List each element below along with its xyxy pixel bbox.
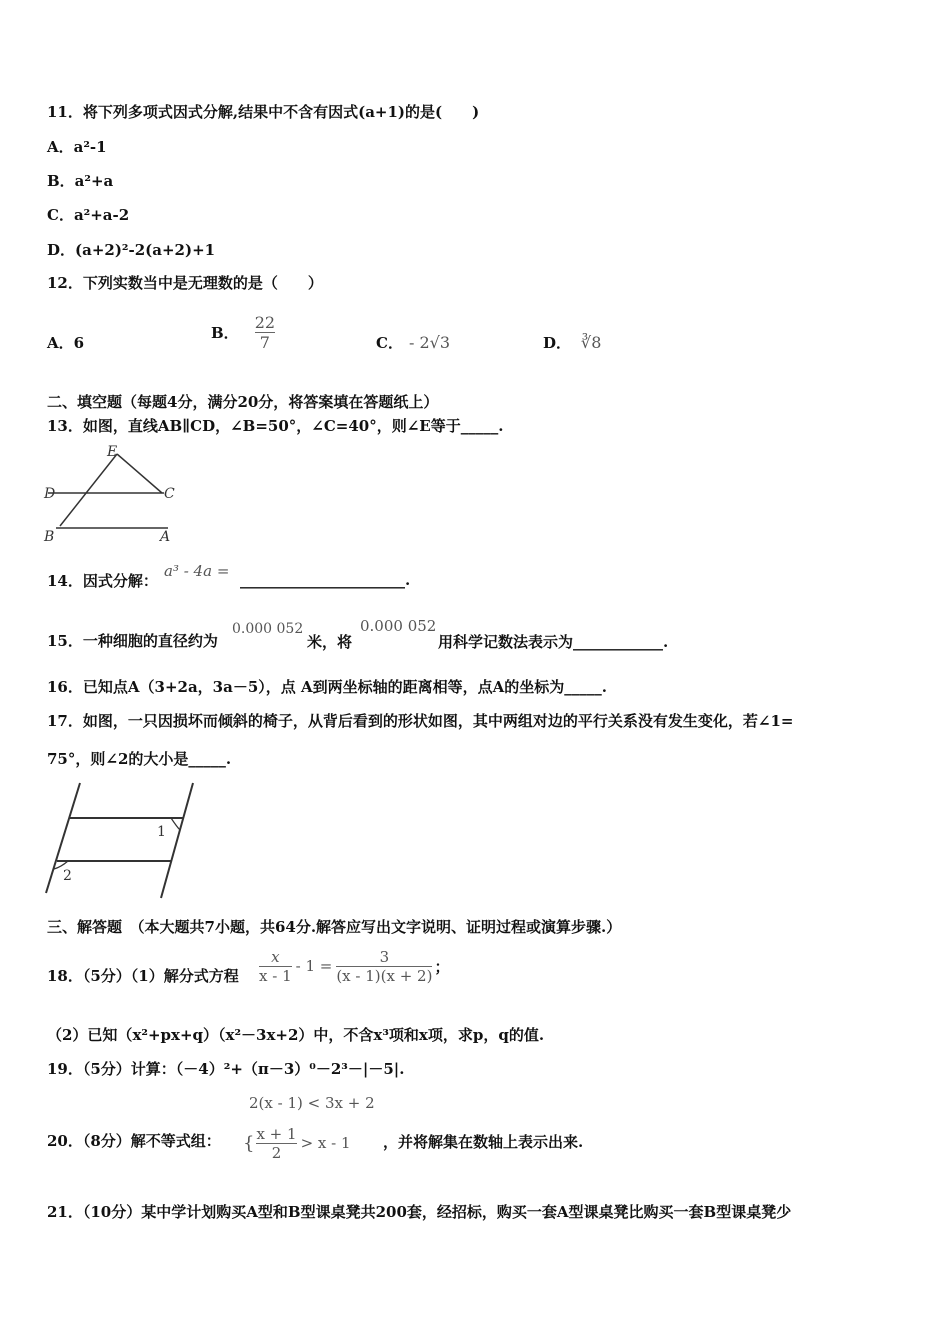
q14-blank: ______________________. [240,571,411,589]
q20-numerator: x + 1 [256,1124,297,1143]
q18-fraction-2 [336,948,432,985]
q12-a-label: A． [47,334,74,352]
section-2-heading: 二、填空题（每题4分，满分20分，将答案填在答题纸上） [47,393,439,411]
chair-right-leg [161,783,193,898]
q21-stem: 21．（10分）某中学计划购买A型和B型课桌凳共200套，经招标，购买一套A型课桌凳比购买一套B型课桌凳少 [47,1203,792,1221]
q12-option-b [211,307,275,357]
q15-middle: 米，将 [307,633,353,651]
q18-f2-denominator: (x - 1)(x + 2) [336,966,433,985]
q12-b-label: B． [211,323,239,342]
q18-f2-numerator: 3 [379,947,390,966]
angle-1-label: 1 [157,824,166,840]
q20-inequality-2: { $\frac{x + 1}{2}$ > x - 1 [243,1124,351,1162]
q12-c-label: C． [376,334,403,352]
q15-value-1: 0.000 052 [232,621,304,637]
q12-b-fraction [255,313,275,352]
q20-fraction [256,1125,296,1162]
q15-value-2: 0.000 052 [360,617,437,635]
q18-equation [259,941,449,991]
q17-chair-figure [40,778,205,903]
q12-c-value: - 2√3 [408,333,450,352]
q15-suffix: 用科学记数法表示为____________. [438,633,669,651]
label-a: A [160,529,171,545]
q11-option-a: A．a²-1 [47,138,107,156]
q12-stem: 12．下列实数当中是无理数的是（ ） [47,274,323,292]
q12-d-label: D． [543,334,572,352]
q20-prefix: 20．（8分）解不等式组： [47,1132,221,1150]
q12-b-denominator: 7 [259,332,270,352]
q18-part-2: （2）已知（x²+px+q）（x²－3x+2）中，不含x³项和x项，求p，q的值. [47,1026,545,1044]
q11-option-c: C．a²+a-2 [47,206,130,224]
label-c: C [164,486,175,502]
label-d: D [44,486,56,502]
q12-d-value: ∛8 [581,333,602,352]
angle-1-arc [171,818,180,830]
q14-expression: a³ - 4a = [164,562,230,580]
q20-denominator: 2 [271,1143,282,1162]
q18-f1-denominator: x - 1 [259,966,292,985]
section-3-heading: 三、解答题 （本大题共7小题，共64分.解答应写出文字说明、证明过程或演算步骤.） [47,918,622,936]
q18-prefix: 18．（5分）（1）解分式方程 [47,967,239,985]
label-b: B [44,529,55,545]
q16-stem: 16．已知点A（3+2a，3a－5），点 A到两坐标轴的距离相等，点A的坐标为_____. [47,678,607,696]
q12-a-value: 6 [73,334,85,352]
q20-inequality-1: 2(x - 1) < 3x + 2 [249,1094,375,1112]
q18-minus-one: - 1 = [295,957,333,975]
q11-option-d: D．(a+2)²-2(a+2)+1 [47,241,216,259]
q18-fraction-1 [259,948,292,985]
q18-end: ； [434,957,450,976]
q20-suffix: ，并将解集在数轴上表示出来. [383,1133,584,1151]
q20-rhs: > x - 1 [300,1134,351,1152]
label-e: E [107,444,118,460]
q15-prefix: 15．一种细胞的直径约为 [47,632,218,650]
q12-option-a [47,332,84,353]
line-be [60,454,117,526]
q11-stem: 11．将下列多项式因式分解,结果中不含有因式(a+1)的是( ) [47,103,480,121]
q12-b-numerator: 22 [254,312,276,332]
q13-stem: 13．如图，直线AB∥CD，∠B=50°，∠C=40°，则∠E等于_____. [47,417,504,435]
q17-line-2: 75°，则∠2的大小是_____. [47,750,232,768]
angle-2-label: 2 [63,868,72,884]
q12-option-d [543,332,601,353]
q12-option-c [376,332,450,353]
q17-line-1: 17．如图，一只因损坏而倾斜的椅子，从背后看到的形状如图，其中两组对边的平行关系没有发生变化，若∠1= [47,712,794,730]
q18-f1-numerator: x [271,947,280,966]
line-ec [117,454,162,493]
q14-prefix: 14．因式分解： [47,572,158,590]
q13-figure [40,442,190,547]
q11-option-b: B．a²+a [47,172,114,190]
q19-stem: 19．（5分）计算：（－4）²+（π－3）⁰－2³－|－5|. [47,1060,405,1078]
